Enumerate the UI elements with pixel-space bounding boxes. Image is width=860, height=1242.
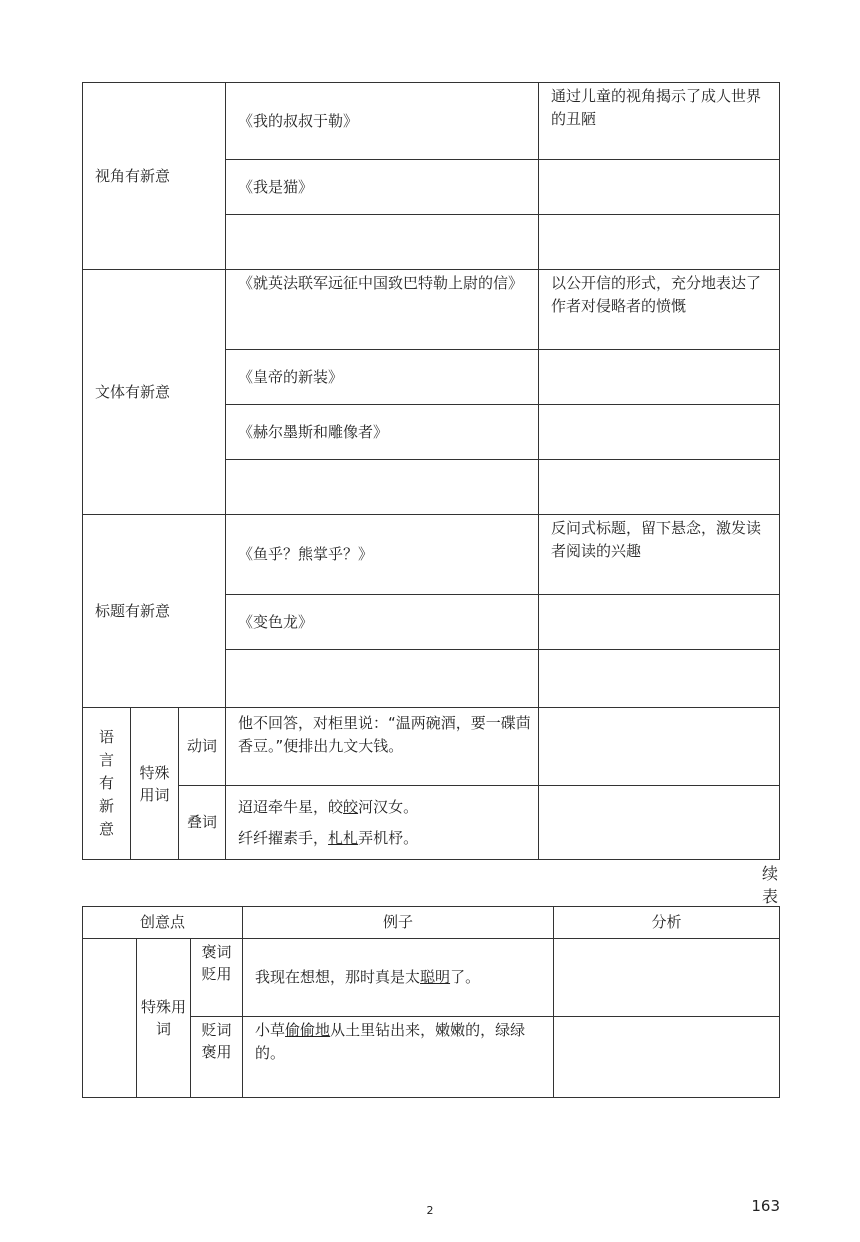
- page-number: 163: [751, 1197, 780, 1215]
- verb-label: 动词: [179, 708, 226, 786]
- group-label-special-words: [137, 939, 191, 1098]
- table-row: [83, 270, 780, 350]
- row-label: [191, 939, 243, 1017]
- row-label-text: 贬词褒用: [201, 1021, 232, 1061]
- example-title: 《我是猫》: [226, 160, 539, 215]
- row-label-text: 褒词贬用: [201, 943, 232, 983]
- reduplication-example: [226, 786, 539, 860]
- sub-label-text: 特殊用词: [139, 763, 170, 804]
- continued-label: 续表: [761, 864, 778, 906]
- analysis-cell: [539, 405, 780, 460]
- example-title: 《鱼乎？熊掌乎？》: [226, 515, 539, 595]
- section-label-perspective: 视角有新意: [83, 83, 226, 270]
- analysis-cell: [554, 939, 780, 1017]
- section-label-headline: 标题有新意: [83, 515, 226, 708]
- analysis-cell: [539, 160, 780, 215]
- example-title: 《变色龙》: [226, 595, 539, 650]
- example-title: 《我的叔叔于勒》: [226, 83, 539, 160]
- header-point: 创意点: [83, 907, 243, 939]
- reduplication-line-1: [238, 796, 532, 819]
- header-example: 例子: [243, 907, 554, 939]
- analysis-cell: [539, 460, 780, 515]
- row-label: [191, 1017, 243, 1098]
- empty-cell: [83, 939, 137, 1098]
- table-row: [83, 83, 780, 160]
- line-text: 了。: [450, 968, 481, 986]
- underlined-word: 皎: [343, 797, 359, 816]
- line-text: 从土里钻出来，嫩嫩的，绿绿的。: [255, 1021, 526, 1062]
- reduplication-line-2: [238, 827, 532, 850]
- line-text: 小草: [255, 1021, 286, 1039]
- line-text: 河汉女。: [358, 797, 419, 816]
- section-label-genre: 文体有新意: [83, 270, 226, 515]
- example-title: 《皇帝的新装》: [226, 350, 539, 405]
- example-title: [226, 215, 539, 270]
- analysis-cell: [539, 786, 780, 860]
- continued-table: [82, 906, 780, 1098]
- analysis-cell: [539, 215, 780, 270]
- analysis-cell: 反问式标题，留下悬念，激发读者阅读的兴趣: [539, 515, 780, 595]
- table-row: [83, 786, 780, 860]
- verb-example: 他不回答，对柜里说：“温两碗酒，要一碟茴香豆。”便排出九文大钱。: [226, 708, 539, 786]
- group-label-text: 特殊用词: [140, 998, 186, 1038]
- analysis-cell: 以公开信的形式，充分地表达了作者对侵略者的愤慨: [539, 270, 780, 350]
- header-analysis: 分析: [554, 907, 780, 939]
- reduplication-label: 叠词: [179, 786, 226, 860]
- example-cell: [243, 939, 554, 1017]
- underlined-word: 聪明: [420, 968, 451, 986]
- page-small-number: 2: [426, 1204, 434, 1217]
- analysis-cell: [539, 595, 780, 650]
- analysis-cell: [539, 708, 780, 786]
- example-title: [226, 460, 539, 515]
- creativity-table: [82, 82, 780, 860]
- example-title: 《赫尔墨斯和雕像者》: [226, 405, 539, 460]
- analysis-cell: [554, 1017, 780, 1098]
- analysis-cell: [539, 350, 780, 405]
- analysis-cell: 通过儿童的视角揭示了成人世界的丑陋: [539, 83, 780, 160]
- underlined-word: 札札: [328, 828, 359, 847]
- sub-label-special-words: [131, 708, 179, 860]
- underlined-word: 偷偷地: [285, 1021, 331, 1039]
- example-title: [226, 650, 539, 708]
- section-label-language: [83, 708, 131, 860]
- line-text: 迢迢牵牛星，皎: [238, 797, 344, 816]
- line-text: 我现在想想，那时真是太: [255, 968, 421, 986]
- header-row: [83, 907, 780, 939]
- line-text: 弄机杼。: [358, 828, 419, 847]
- example-title: 《就英法联军远征中国致巴特勒上尉的信》: [226, 270, 539, 350]
- analysis-cell: [539, 650, 780, 708]
- line-text: 纤纤擢素手，: [238, 828, 329, 847]
- table-row: [83, 515, 780, 595]
- table-row: [83, 939, 780, 1017]
- vertical-label: 语言有新意: [98, 728, 114, 838]
- example-cell: [243, 1017, 554, 1098]
- table-row: [83, 708, 780, 786]
